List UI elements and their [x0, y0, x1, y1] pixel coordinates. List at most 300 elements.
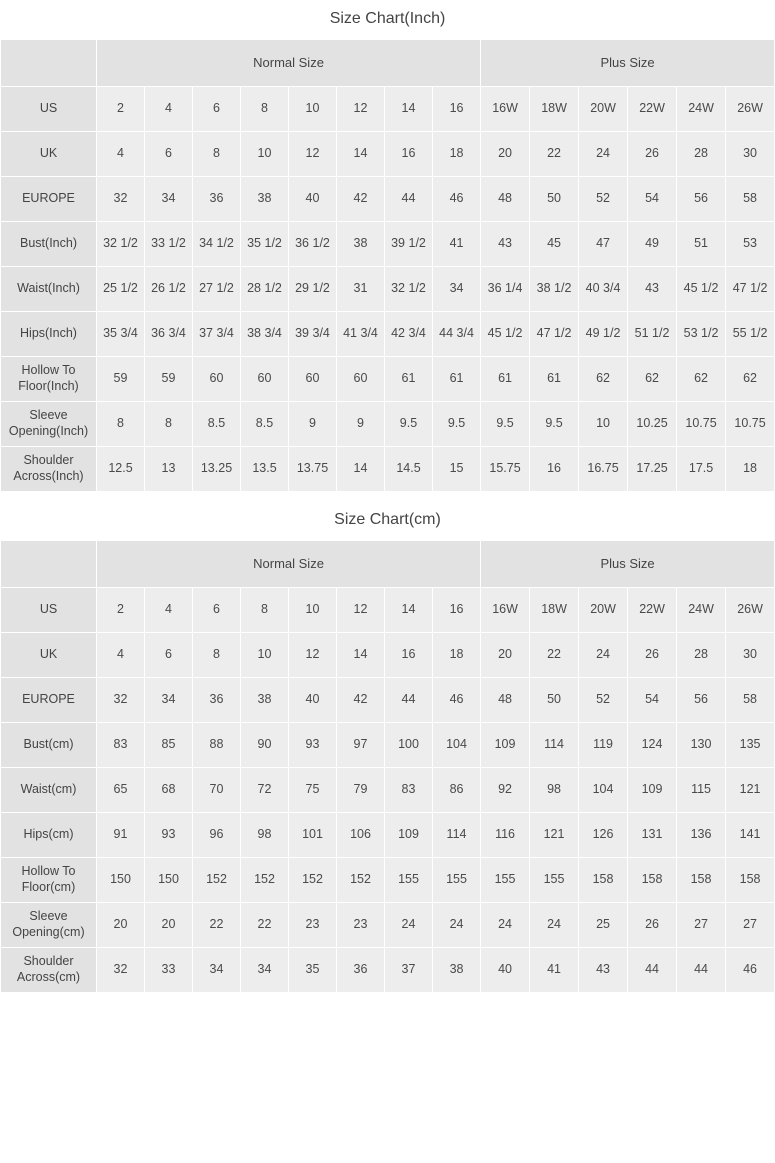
table-cell: 92 [481, 768, 530, 813]
table-cell: 28 1/2 [241, 267, 289, 312]
table-cell: 26 [628, 903, 677, 948]
row-header-cell: Hips(cm) [1, 813, 97, 858]
table-cell: 93 [289, 723, 337, 768]
table-cell: 39 1/2 [385, 222, 433, 267]
table-cell: 62 [677, 357, 726, 402]
table-cell: 9 [289, 402, 337, 447]
table-cell: 24 [433, 903, 481, 948]
table-cell: 114 [530, 723, 579, 768]
table-cell: 68 [145, 768, 193, 813]
row-header-cell: Bust(Inch) [1, 222, 97, 267]
table-cell: 47 [579, 222, 628, 267]
table-cell: 10 [289, 87, 337, 132]
size-table-inch-body [1, 40, 775, 492]
table-cell: 43 [628, 267, 677, 312]
table-cell: 16 [385, 132, 433, 177]
table-cell: 16W [481, 588, 530, 633]
table-cell: 36 1/4 [481, 267, 530, 312]
table-cell: 8 [97, 402, 145, 447]
table-cell: 12 [289, 633, 337, 678]
table-cell: 34 [145, 177, 193, 222]
table-cell: 13 [145, 447, 193, 492]
table-cell: 8.5 [241, 402, 289, 447]
corner-cell-inch [1, 40, 97, 87]
table-cell: 22W [628, 87, 677, 132]
table-cell: 28 [677, 633, 726, 678]
table-cell: 24 [530, 903, 579, 948]
table-cell: 16 [385, 633, 433, 678]
table-cell: 52 [579, 177, 628, 222]
table-cell: 16.75 [579, 447, 628, 492]
table-cell: 8 [241, 87, 289, 132]
table-cell: 14 [337, 633, 385, 678]
table-cell: 22 [193, 903, 241, 948]
table-cell: 6 [145, 132, 193, 177]
table-cell: 18 [433, 633, 481, 678]
table-cell: 4 [97, 132, 145, 177]
table-cell: 101 [289, 813, 337, 858]
table-cell: 16 [433, 87, 481, 132]
table-cell: 83 [385, 768, 433, 813]
table-cell: 42 [337, 678, 385, 723]
table-cell: 22 [530, 633, 579, 678]
size-table-cm [0, 540, 775, 993]
table-cell: 65 [97, 768, 145, 813]
table-cell: 36 [193, 177, 241, 222]
table-cell: 36 1/2 [289, 222, 337, 267]
table-cell: 45 [530, 222, 579, 267]
table-cell: 36 [193, 678, 241, 723]
row-header-cell: UK [1, 132, 97, 177]
table-cell: 22 [530, 132, 579, 177]
table-cell: 158 [726, 858, 775, 903]
table-cell: 32 1/2 [97, 222, 145, 267]
table-cell: 38 3/4 [241, 312, 289, 357]
table-cell: 152 [337, 858, 385, 903]
group-header-row-cm [1, 541, 775, 588]
table-cell: 14 [385, 588, 433, 633]
table-row [1, 588, 775, 633]
table-cell: 79 [337, 768, 385, 813]
table-cell: 8.5 [193, 402, 241, 447]
table-cell: 60 [337, 357, 385, 402]
table-cell: 17.5 [677, 447, 726, 492]
table-cell: 8 [241, 588, 289, 633]
table-cell: 32 [97, 948, 145, 993]
table-cell: 22 [241, 903, 289, 948]
table-cell: 8 [193, 633, 241, 678]
table-cell: 116 [481, 813, 530, 858]
table-cell: 53 1/2 [677, 312, 726, 357]
table-cell: 25 1/2 [97, 267, 145, 312]
table-row [1, 87, 775, 132]
table-cell: 6 [145, 633, 193, 678]
table-cell: 38 [337, 222, 385, 267]
table-cell: 152 [193, 858, 241, 903]
size-chart-cm-section [0, 501, 775, 993]
table-cell: 158 [579, 858, 628, 903]
table-cell: 23 [337, 903, 385, 948]
table-cell: 22W [628, 588, 677, 633]
table-cell: 26W [726, 588, 775, 633]
corner-cell-cm [1, 541, 97, 588]
row-header-cell: Hollow To Floor(cm) [1, 858, 97, 903]
table-cell: 6 [193, 87, 241, 132]
table-cell: 18W [530, 588, 579, 633]
table-cell: 60 [193, 357, 241, 402]
table-cell: 47 1/2 [726, 267, 775, 312]
table-cell: 23 [289, 903, 337, 948]
table-cell: 18 [726, 447, 775, 492]
group-header-row-inch [1, 40, 775, 87]
row-header-cell: EUROPE [1, 678, 97, 723]
table-cell: 12 [289, 132, 337, 177]
table-cell: 20W [579, 87, 628, 132]
table-cell: 30 [726, 132, 775, 177]
table-cell: 13.25 [193, 447, 241, 492]
table-cell: 59 [97, 357, 145, 402]
row-header-cell: Sleeve Opening(cm) [1, 903, 97, 948]
row-header-cell: Shoulder Across(Inch) [1, 447, 97, 492]
page-title-inch: Size Chart(Inch) [0, 0, 775, 39]
table-cell: 98 [241, 813, 289, 858]
table-cell: 27 1/2 [193, 267, 241, 312]
table-cell: 51 [677, 222, 726, 267]
table-cell: 98 [530, 768, 579, 813]
table-cell: 29 1/2 [289, 267, 337, 312]
table-row [1, 132, 775, 177]
table-cell: 2 [97, 87, 145, 132]
table-cell: 34 [433, 267, 481, 312]
table-cell: 14.5 [385, 447, 433, 492]
table-cell: 35 [289, 948, 337, 993]
table-cell: 121 [726, 768, 775, 813]
table-cell: 75 [289, 768, 337, 813]
group-header-normal-size-inch: Normal Size [97, 40, 481, 87]
table-cell: 86 [433, 768, 481, 813]
table-cell: 18W [530, 87, 579, 132]
table-cell: 24 [579, 633, 628, 678]
table-cell: 152 [241, 858, 289, 903]
row-header-cell: US [1, 588, 97, 633]
table-cell: 41 3/4 [337, 312, 385, 357]
table-cell: 141 [726, 813, 775, 858]
row-header-cell: Waist(Inch) [1, 267, 97, 312]
table-cell: 45 1/2 [677, 267, 726, 312]
table-cell: 97 [337, 723, 385, 768]
table-cell: 150 [97, 858, 145, 903]
table-cell: 26 1/2 [145, 267, 193, 312]
table-cell: 61 [481, 357, 530, 402]
table-cell: 12.5 [97, 447, 145, 492]
table-cell: 106 [337, 813, 385, 858]
table-cell: 34 1/2 [193, 222, 241, 267]
table-cell: 16 [530, 447, 579, 492]
table-cell: 55 1/2 [726, 312, 775, 357]
table-cell: 25 [579, 903, 628, 948]
table-cell: 27 [677, 903, 726, 948]
table-cell: 20 [481, 132, 530, 177]
table-cell: 10 [241, 132, 289, 177]
table-row [1, 768, 775, 813]
table-cell: 10 [579, 402, 628, 447]
table-cell: 155 [530, 858, 579, 903]
table-cell: 53 [726, 222, 775, 267]
table-cell: 20 [97, 903, 145, 948]
table-cell: 27 [726, 903, 775, 948]
table-row [1, 402, 775, 447]
table-cell: 61 [385, 357, 433, 402]
table-cell: 40 [289, 177, 337, 222]
table-cell: 32 1/2 [385, 267, 433, 312]
table-cell: 10 [241, 633, 289, 678]
table-cell: 60 [241, 357, 289, 402]
table-row [1, 447, 775, 492]
table-cell: 126 [579, 813, 628, 858]
table-cell: 24W [677, 588, 726, 633]
table-cell: 9.5 [385, 402, 433, 447]
group-header-plus-size-cm: Plus Size [481, 541, 775, 588]
table-cell: 24 [481, 903, 530, 948]
size-chart-inch-section [0, 0, 775, 492]
table-cell: 48 [481, 678, 530, 723]
table-cell: 54 [628, 177, 677, 222]
table-cell: 88 [193, 723, 241, 768]
table-cell: 121 [530, 813, 579, 858]
table-cell: 47 1/2 [530, 312, 579, 357]
table-cell: 18 [433, 132, 481, 177]
table-cell: 56 [677, 678, 726, 723]
table-cell: 158 [628, 858, 677, 903]
table-cell: 39 3/4 [289, 312, 337, 357]
table-cell: 50 [530, 678, 579, 723]
table-row [1, 723, 775, 768]
table-cell: 16 [433, 588, 481, 633]
table-cell: 24W [677, 87, 726, 132]
table-cell: 10.75 [726, 402, 775, 447]
table-cell: 14 [337, 447, 385, 492]
table-cell: 150 [145, 858, 193, 903]
table-cell: 14 [385, 87, 433, 132]
table-cell: 44 [628, 948, 677, 993]
table-cell: 15.75 [481, 447, 530, 492]
table-cell: 14 [337, 132, 385, 177]
page-title-cm: Size Chart(cm) [0, 501, 775, 540]
table-cell: 10 [289, 588, 337, 633]
table-cell: 59 [145, 357, 193, 402]
row-header-cell: Shoulder Across(cm) [1, 948, 97, 993]
table-cell: 155 [385, 858, 433, 903]
table-cell: 115 [677, 768, 726, 813]
table-cell: 4 [97, 633, 145, 678]
table-cell: 44 [385, 177, 433, 222]
table-cell: 62 [628, 357, 677, 402]
table-cell: 158 [677, 858, 726, 903]
table-cell: 48 [481, 177, 530, 222]
table-cell: 135 [726, 723, 775, 768]
table-cell: 43 [481, 222, 530, 267]
table-cell: 90 [241, 723, 289, 768]
table-cell: 61 [530, 357, 579, 402]
table-cell: 109 [481, 723, 530, 768]
table-cell: 60 [289, 357, 337, 402]
row-header-cell: UK [1, 633, 97, 678]
table-cell: 26W [726, 87, 775, 132]
table-row [1, 948, 775, 993]
table-cell: 46 [433, 678, 481, 723]
table-cell: 8 [145, 402, 193, 447]
table-cell: 72 [241, 768, 289, 813]
table-cell: 12 [337, 87, 385, 132]
table-cell: 32 [97, 177, 145, 222]
table-cell: 62 [726, 357, 775, 402]
table-cell: 155 [481, 858, 530, 903]
table-cell: 104 [433, 723, 481, 768]
table-cell: 155 [433, 858, 481, 903]
group-header-plus-size-inch: Plus Size [481, 40, 775, 87]
table-cell: 10.75 [677, 402, 726, 447]
table-cell: 12 [337, 588, 385, 633]
table-cell: 61 [433, 357, 481, 402]
table-cell: 9.5 [530, 402, 579, 447]
table-cell: 9.5 [481, 402, 530, 447]
table-cell: 109 [385, 813, 433, 858]
table-cell: 6 [193, 588, 241, 633]
table-cell: 40 [289, 678, 337, 723]
table-cell: 54 [628, 678, 677, 723]
table-cell: 41 [530, 948, 579, 993]
table-cell: 30 [726, 633, 775, 678]
table-cell: 40 [481, 948, 530, 993]
table-cell: 24 [579, 132, 628, 177]
table-cell: 93 [145, 813, 193, 858]
table-cell: 44 [385, 678, 433, 723]
table-cell: 83 [97, 723, 145, 768]
table-cell: 33 1/2 [145, 222, 193, 267]
table-cell: 49 [628, 222, 677, 267]
table-row [1, 267, 775, 312]
table-cell: 70 [193, 768, 241, 813]
table-cell: 20 [481, 633, 530, 678]
table-cell: 44 3/4 [433, 312, 481, 357]
table-cell: 96 [193, 813, 241, 858]
table-cell: 119 [579, 723, 628, 768]
table-cell: 109 [628, 768, 677, 813]
size-table-inch [0, 39, 775, 492]
table-cell: 16W [481, 87, 530, 132]
table-cell: 37 [385, 948, 433, 993]
row-header-cell: EUROPE [1, 177, 97, 222]
table-cell: 9.5 [433, 402, 481, 447]
row-header-cell: Hips(Inch) [1, 312, 97, 357]
table-cell: 58 [726, 678, 775, 723]
table-cell: 38 [241, 177, 289, 222]
table-row [1, 633, 775, 678]
table-cell: 56 [677, 177, 726, 222]
table-row [1, 813, 775, 858]
table-cell: 124 [628, 723, 677, 768]
table-cell: 49 1/2 [579, 312, 628, 357]
table-cell: 13.75 [289, 447, 337, 492]
table-cell: 33 [145, 948, 193, 993]
table-cell: 26 [628, 633, 677, 678]
table-cell: 46 [726, 948, 775, 993]
table-cell: 35 1/2 [241, 222, 289, 267]
table-cell: 20W [579, 588, 628, 633]
table-cell: 35 3/4 [97, 312, 145, 357]
table-cell: 45 1/2 [481, 312, 530, 357]
table-cell: 62 [579, 357, 628, 402]
table-cell: 136 [677, 813, 726, 858]
table-row [1, 177, 775, 222]
table-cell: 34 [193, 948, 241, 993]
table-cell: 85 [145, 723, 193, 768]
table-cell: 17.25 [628, 447, 677, 492]
table-cell: 114 [433, 813, 481, 858]
table-row [1, 678, 775, 723]
table-cell: 38 [241, 678, 289, 723]
table-row [1, 357, 775, 402]
table-cell: 32 [97, 678, 145, 723]
table-cell: 31 [337, 267, 385, 312]
table-cell: 34 [241, 948, 289, 993]
table-cell: 9 [337, 402, 385, 447]
table-cell: 51 1/2 [628, 312, 677, 357]
table-cell: 4 [145, 87, 193, 132]
table-cell: 100 [385, 723, 433, 768]
table-cell: 40 3/4 [579, 267, 628, 312]
table-cell: 131 [628, 813, 677, 858]
table-cell: 38 [433, 948, 481, 993]
table-cell: 42 3/4 [385, 312, 433, 357]
table-cell: 8 [193, 132, 241, 177]
table-cell: 10.25 [628, 402, 677, 447]
table-cell: 34 [145, 678, 193, 723]
row-header-cell: Bust(cm) [1, 723, 97, 768]
table-cell: 13.5 [241, 447, 289, 492]
table-row [1, 858, 775, 903]
row-header-cell: Waist(cm) [1, 768, 97, 813]
table-cell: 58 [726, 177, 775, 222]
table-cell: 42 [337, 177, 385, 222]
section-spacer [0, 492, 775, 501]
table-cell: 52 [579, 678, 628, 723]
table-row [1, 222, 775, 267]
table-cell: 41 [433, 222, 481, 267]
size-table-cm-body [1, 541, 775, 993]
table-cell: 130 [677, 723, 726, 768]
table-cell: 91 [97, 813, 145, 858]
table-cell: 44 [677, 948, 726, 993]
table-row [1, 903, 775, 948]
table-cell: 2 [97, 588, 145, 633]
table-cell: 104 [579, 768, 628, 813]
table-row [1, 312, 775, 357]
table-cell: 43 [579, 948, 628, 993]
table-cell: 50 [530, 177, 579, 222]
table-cell: 24 [385, 903, 433, 948]
table-cell: 36 [337, 948, 385, 993]
table-cell: 36 3/4 [145, 312, 193, 357]
table-cell: 46 [433, 177, 481, 222]
table-cell: 152 [289, 858, 337, 903]
table-cell: 38 1/2 [530, 267, 579, 312]
row-header-cell: Sleeve Opening(Inch) [1, 402, 97, 447]
table-cell: 37 3/4 [193, 312, 241, 357]
table-cell: 15 [433, 447, 481, 492]
row-header-cell: US [1, 87, 97, 132]
table-cell: 28 [677, 132, 726, 177]
